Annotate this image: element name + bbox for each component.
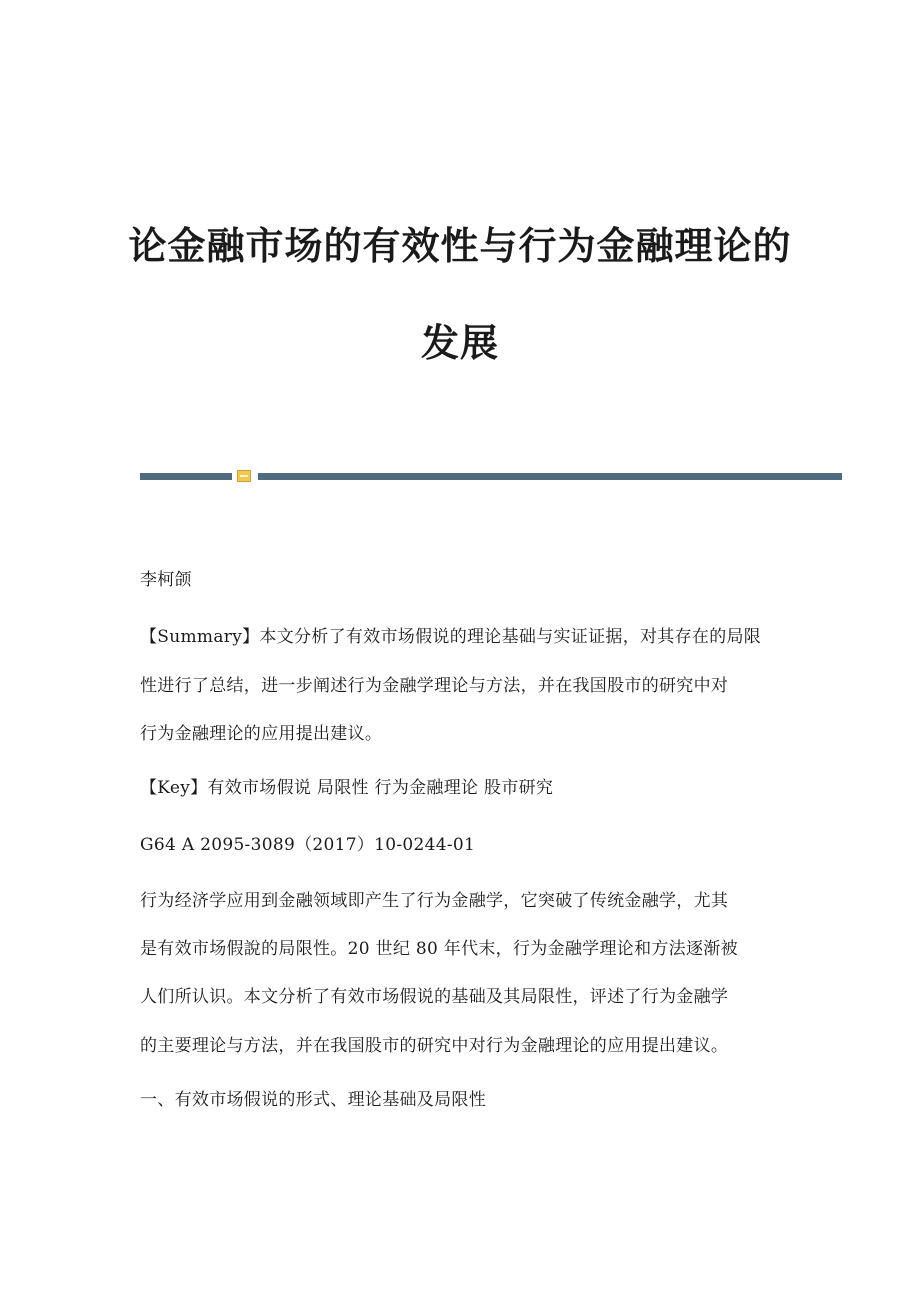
section-heading: 一、有效市场假说的形式、理论基础及局限性 (140, 1090, 486, 1110)
author-name: 李柯颌 (140, 570, 192, 590)
document-title-line-2: 发展 (420, 321, 499, 365)
divider-ornament-icon (237, 470, 251, 482)
divider-bar-right (258, 473, 842, 480)
summary-line-1: 【Summary】本文分析了有效市场假说的理论基础与实证证据，对其存在的局限 (140, 627, 762, 647)
summary-line-3: 行为金融理论的应用提出建议。 (140, 724, 383, 744)
intro-line-3: 人们所认识。本文分析了有效市场假说的基础及其局限性，评述了行为金融学 (140, 987, 729, 1007)
classification-code: G64 A 2095-3089（2017）10-0244-01 (140, 835, 476, 855)
summary-line-2: 性进行了总结，进一步阐述行为金融学理论与方法，并在我国股市的研究中对 (140, 676, 729, 696)
keywords: 【Key】有效市场假说 局限性 行为金融理论 股市研究 (140, 778, 554, 798)
intro-line-1: 行为经济学应用到金融领域即产生了行为金融学，它突破了传统金融学，尤其 (140, 891, 729, 911)
document-title-line-1: 论金融市场的有效性与行为金融理论的 (128, 224, 792, 268)
divider-bar-left (140, 473, 232, 480)
intro-line-4: 的主要理论与方法，并在我国股市的研究中对行为金融理论的应用提出建议。 (140, 1036, 729, 1056)
title-divider (140, 470, 842, 482)
intro-line-2: 是有效市场假說的局限性。20 世纪 80 年代末，行为金融学理论和方法逐渐被 (140, 939, 738, 959)
